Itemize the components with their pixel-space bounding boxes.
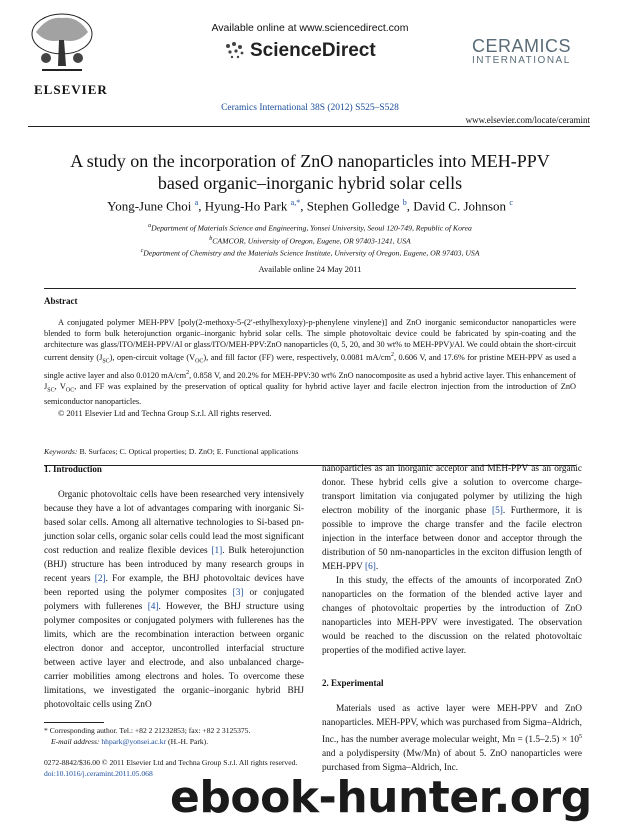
email-link[interactable]: hhpark@yonsei.ac.kr bbox=[101, 736, 167, 746]
available-online-text: Available online at www.sciencedirect.com bbox=[211, 22, 409, 34]
intro-paragraph-1: Organic photovoltaic cells have been researched very intensively because they have a lot of advantages comparing with inorganic Si-based solar cells. Among all alternative technologies to Si-based pn-junction solar cells, organic solar cells could lead the most significant cost reduction and realize flexible devices [1]. Bulk heterojunction (BHJ) structure has been introduced by many research groups in recent years [2]. For example, the BHJ photovoltaic devices have been reported using the polymer composites [3] or conjugated polymers with fullerenes [4]. However, the BHJ structure using polymer composites or conjugated polymers with fullerenes has the limits, which are the recombination interaction between organic electron donor and acceptor, uncontrolled interfacial structure between active layer and electrode, and also unbalanced charge-carrier mobilities among electrons and holes. To overcome these limitations, we investigated the organic–inorganic hybrid BHJ photovoltaic cells using ZnO bbox=[44, 490, 304, 710]
right-column bbox=[322, 462, 582, 775]
journal-logo bbox=[472, 36, 571, 66]
affiliation-item: $^c$Department of Chemistry and the Materials Science Institute, University of Oregon, Eugene, OR 97403, USA bbox=[140, 248, 480, 258]
available-online-date: Available online 24 May 2011 bbox=[258, 264, 362, 274]
keywords-label: Keywords: bbox=[44, 447, 78, 456]
header-divider bbox=[28, 126, 590, 127]
author-affiliation-marker[interactable]: a,* bbox=[290, 198, 301, 207]
author-name: Stephen Golledge bbox=[306, 198, 400, 214]
citation-link[interactable]: [1] bbox=[211, 546, 223, 556]
abstract-copyright: © 2011 Elsevier Ltd and Techna Group S.r.l. All rights reserved. bbox=[58, 408, 272, 418]
article-title bbox=[40, 150, 580, 194]
author-affiliation-marker[interactable]: b bbox=[402, 198, 407, 207]
affiliation-item: $^a$Department of Materials Science and Engineering, Yonsei University, Seoul 120-749, Republic of Korea bbox=[148, 223, 472, 233]
keywords bbox=[44, 447, 298, 456]
journal-logo-line2: INTERNATIONAL bbox=[472, 55, 571, 66]
issn-copyright: 0272-8842/$36.00 © 2011 Elsevier Ltd and Techna Group S.r.l. All rights reserved. bbox=[44, 758, 298, 767]
doi-link[interactable]: doi:10.1016/j.ceramint.2011.05.068 bbox=[44, 768, 153, 778]
citation-link[interactable]: [3] bbox=[232, 588, 244, 598]
title-line-2: based organic–inorganic hybrid solar cells bbox=[157, 173, 463, 193]
author-name: Yong-June Choi bbox=[107, 198, 192, 214]
keywords-text: B. Surfaces; C. Optical properties; D. ZnO; E. Functional applications bbox=[79, 447, 299, 456]
experimental-paragraph-1: Materials used as active layer were MEH-PPV and ZnO nanoparticles. MEH-PPV, which was purchased from Sigma–Aldrich, Inc., has the number average molecular weight, $Mn = (1.5-2.5) \times 10^5$ and a polydispersity (Mw/Mn) of about 5. ZnO nanoparticles were purchased from Sigma–Aldrich, Inc. bbox=[322, 704, 582, 774]
abstract-body: A conjugated polymer MEH-PPV [poly(2-methoxy-5-(2′-ethylhexyloxy)-p-phenylene vinylene)] and ZnO inorganic semiconductor nanoparticles were blended to form bulk heterojunction organic–inorganic hybrid solar cells. The simple photovoltaic device could be fabricated by spin-coating and the architecture was glass/ITO/MEH-PPV/Al or glass/ITO/MEH-PPV:ZnO nanoparticles (0, 5, 20, and 30 wt% to MEH-PPV)/Al. We could obtain the short-circuit current density $(J_{SC})$, open-circuit voltage $(V_{OC})$, and fill factor (FF) were, respectively, 0.0081 $mA/cm^2$, 0.606 V, and 17.6% for pristine MEH-PPV as used a single active layer and also 0.0120 $mA/cm^2$, 0.858 V, and 20.2% for MEH-PPV:30 wt% ZnO nanocomposite as used a hybrid active layer. This enhancement of $J_{SC}$, $V_{OC}$, and FF was explained by the preservation of optical quality for hybrid active layer and facile electron injection from the introduction of ZnO semiconductor nanoparticles. © 2011 Elsevier Ltd and Techna Group S.r.l. All rights reserved. bbox=[44, 318, 576, 418]
title-line-1: A study on the incorporation of ZnO nanoparticles into MEH-PPV bbox=[70, 151, 550, 171]
section-heading-introduction: 1. Introduction bbox=[44, 464, 102, 474]
citation-link[interactable]: [2] bbox=[94, 574, 106, 584]
sciencedirect-logo-icon bbox=[224, 40, 246, 62]
left-column bbox=[44, 462, 304, 712]
corresponding-author: Corresponding author. Tel.: +82 2 21232853; fax: +82 2 3125375. bbox=[49, 726, 251, 735]
elsevier-tree-logo-icon bbox=[28, 10, 96, 80]
publisher-name: ELSEVIER bbox=[34, 82, 108, 97]
sciencedirect-brand[interactable]: ScienceDirect bbox=[250, 40, 376, 61]
abstract-heading: Abstract bbox=[44, 296, 78, 306]
author-affiliation-marker[interactable]: c bbox=[509, 198, 513, 207]
intro-paragraph-2: nanoparticles as an inorganic acceptor and MEH-PPV as an organic donor. These hybrid cells give a solution to overcome charge-transport limitation via conjugated polymer by utilizing the high electron mobility of the inorganic phase [5]. Furthermore, it is possible to improve the charge transfer and the facile electron injection in the interface between donor and acceptor through the distribution of 50 nm-nanoparticles in the exciton diffusion length of MEH-PPV [6]. bbox=[322, 464, 582, 572]
abstract-top-divider bbox=[44, 288, 576, 289]
citation-link[interactable]: [5] bbox=[492, 506, 503, 516]
affiliations bbox=[0, 221, 620, 259]
journal-reference[interactable]: Ceramics International 38S (2012) S525–S528 bbox=[221, 103, 399, 113]
journal-url[interactable]: www.elsevier.com/locate/ceramint bbox=[465, 115, 590, 125]
author-affiliation-marker[interactable]: a bbox=[194, 198, 199, 207]
watermark: ebook-hunter.org bbox=[170, 772, 592, 823]
section-heading-experimental: 2. Experimental bbox=[322, 678, 384, 688]
intro-paragraph-3: In this study, the effects of the amounts of incorporated ZnO nanoparticles on the formation of the blended active layer and changes of photovoltaic properties by the introduction of ZnO nanoparticles into MEH-PPV were investigated. The observation would be reached to the discussion on the related photovoltaic properties of the modified active layer. bbox=[322, 576, 582, 656]
author-name: Hyung-Ho Park bbox=[204, 198, 288, 214]
author-name: David C. Johnson bbox=[413, 198, 507, 214]
affiliation-item: $^b$CAMCOR, University of Oregon, Eugene, OR 97403-1241, USA bbox=[209, 235, 411, 246]
journal-logo-line1: CERAMICS bbox=[472, 36, 572, 56]
footnote-divider bbox=[44, 722, 104, 723]
author-list: Yong-June Choi $^a$, Hyung-Ho Park $^{a,*}$, Stephen Golledge $^b$, David C. Johnson $^c$ bbox=[107, 198, 513, 214]
footnote: * Corresponding author. Tel.: +82 2 21232853; fax: +82 2 3125375. E-mail address: hhpark@yonsei.ac.kr (H.-H. Park). bbox=[44, 726, 251, 746]
citation-link[interactable]: [4] bbox=[147, 602, 159, 612]
citation-link[interactable]: [6] bbox=[364, 562, 376, 572]
